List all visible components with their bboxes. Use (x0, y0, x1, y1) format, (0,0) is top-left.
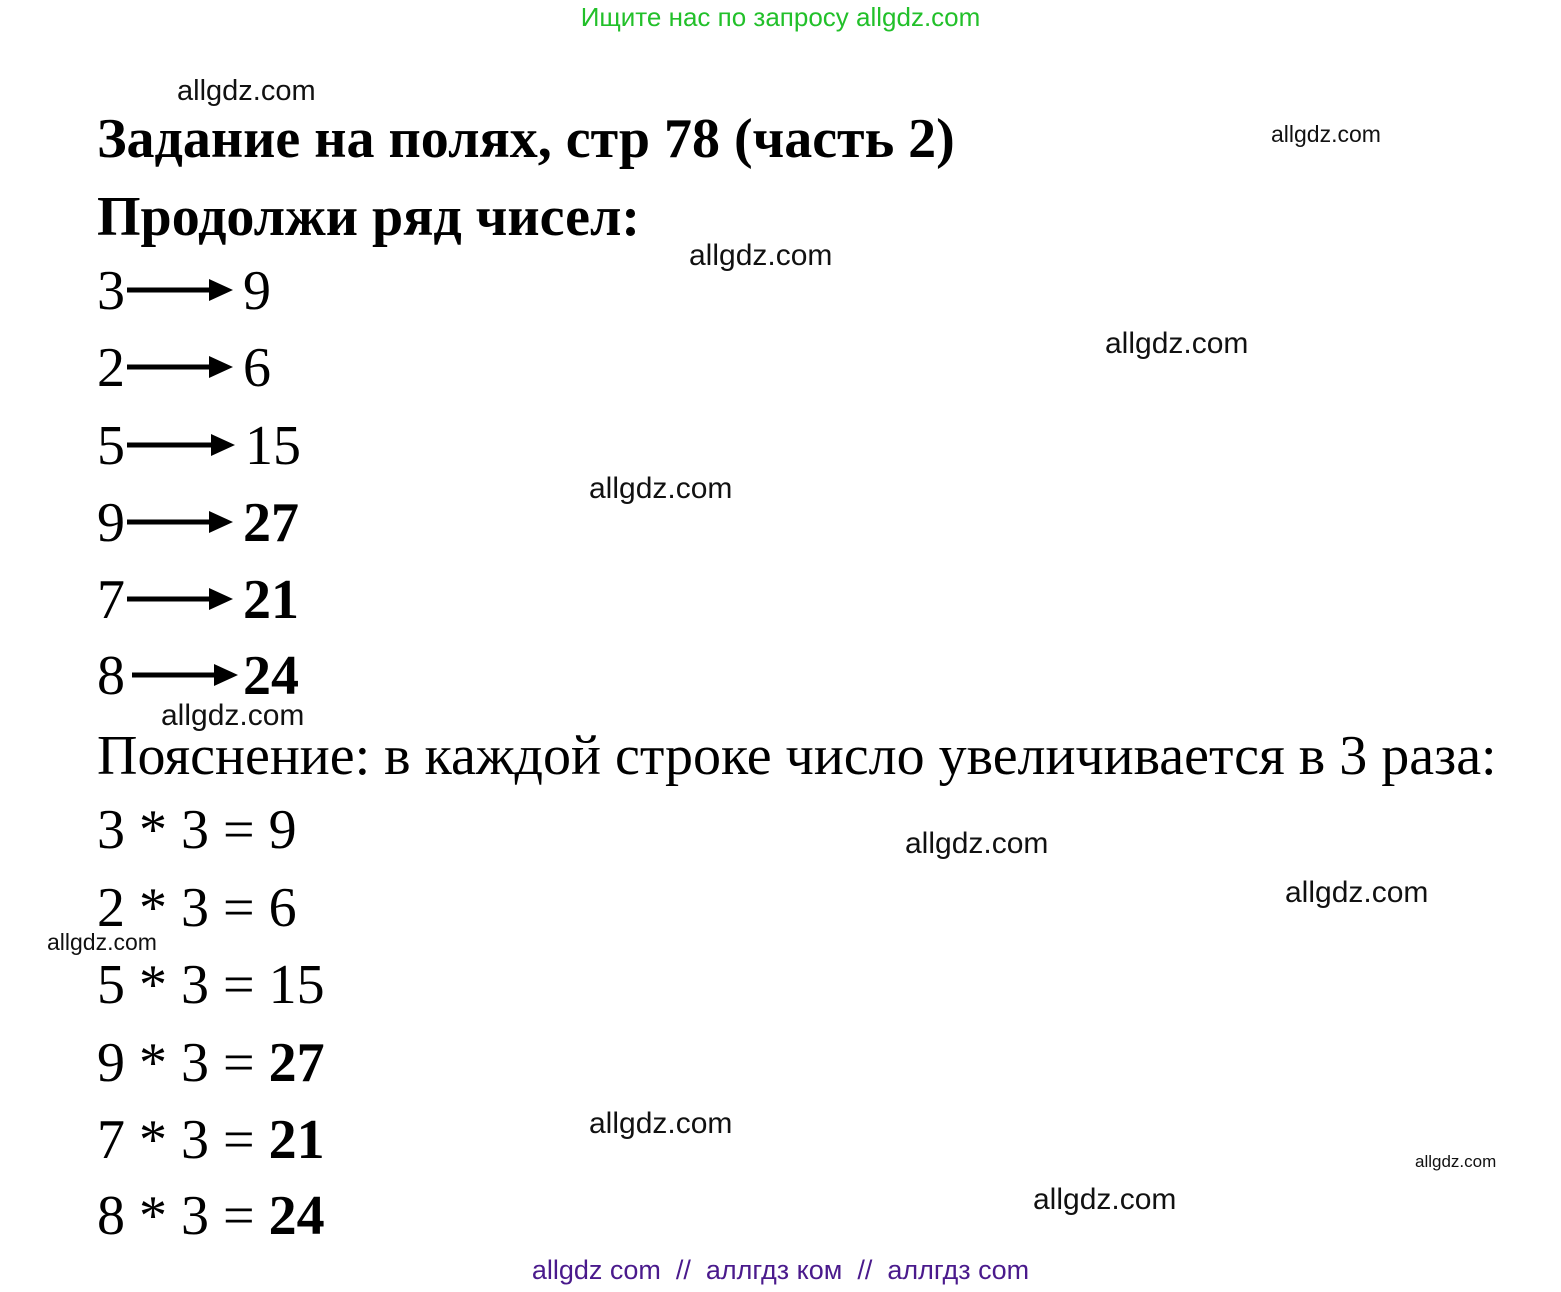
sequence-to: 15 (245, 415, 301, 477)
watermark: allgdz.com (589, 472, 733, 505)
equation-lhs: 7 * 3 = (97, 1109, 269, 1171)
sequence-from: 9 (97, 492, 125, 554)
sequence-to: 9 (243, 260, 271, 322)
watermark: allgdz.com (1415, 1152, 1497, 1171)
equation-lhs: 5 * 3 = (97, 954, 269, 1016)
arrow-right-icon (127, 275, 235, 305)
equation-answer: 24 (268, 1185, 325, 1247)
watermark: allgdz.com (1271, 121, 1381, 147)
sequence-from: 5 (97, 415, 125, 477)
watermark: allgdz.com (47, 929, 157, 955)
task-subtitle: Продолжи ряд чисел: (97, 186, 641, 248)
watermark: allgdz.com (1105, 327, 1249, 360)
explanation-text: Пояснение: в каждой строке число увеличивается в 3 раза: (97, 725, 1497, 787)
sequence-from: 7 (97, 569, 125, 631)
watermark: allgdz.com (1285, 876, 1429, 909)
watermark: allgdz.com (905, 827, 1049, 860)
equation-row (97, 1109, 325, 1171)
equation-lhs: 2 * 3 = (97, 877, 269, 939)
sequence-answer: 21 (243, 569, 299, 631)
equation-row (97, 954, 325, 1016)
equation-result: 6 (268, 877, 297, 939)
arrow-right-icon (127, 507, 235, 537)
equation-row (97, 1185, 325, 1247)
watermark: allgdz.com (161, 699, 305, 732)
sequence-to: 6 (243, 337, 271, 399)
sequence-from: 2 (97, 337, 125, 399)
sequence-answer: 24 (243, 645, 299, 707)
equation-row (97, 877, 297, 939)
equation-row (97, 799, 297, 861)
top-banner: Ищите нас по запросу allgdz.com (580, 2, 981, 32)
arrow-right-icon (127, 352, 235, 382)
page-title: Задание на полях, стр 78 (часть 2) (97, 108, 955, 170)
equation-answer: 21 (268, 1109, 325, 1171)
equation-lhs: 8 * 3 = (97, 1185, 269, 1247)
equation-result: 15 (268, 954, 325, 1016)
watermark: allgdz.com (177, 75, 316, 107)
bottom-banner: allgdz com // аллгдз ком // аллгдз com (531, 1255, 1030, 1285)
equation-answer: 27 (268, 1032, 325, 1094)
sequence-from: 8 (97, 645, 125, 707)
sequence-answer: 27 (243, 492, 299, 554)
arrow-right-icon (127, 584, 235, 614)
equation-result: 9 (268, 799, 297, 861)
equation-row (97, 1032, 325, 1094)
arrow-right-icon (132, 660, 240, 690)
equation-lhs: 3 * 3 = (97, 799, 269, 861)
watermark: allgdz.com (1033, 1183, 1177, 1216)
watermark: allgdz.com (589, 1107, 733, 1140)
watermark: allgdz.com (689, 239, 833, 272)
equation-lhs: 9 * 3 = (97, 1032, 269, 1094)
arrow-right-icon (127, 430, 237, 460)
sequence-from: 3 (97, 260, 125, 322)
